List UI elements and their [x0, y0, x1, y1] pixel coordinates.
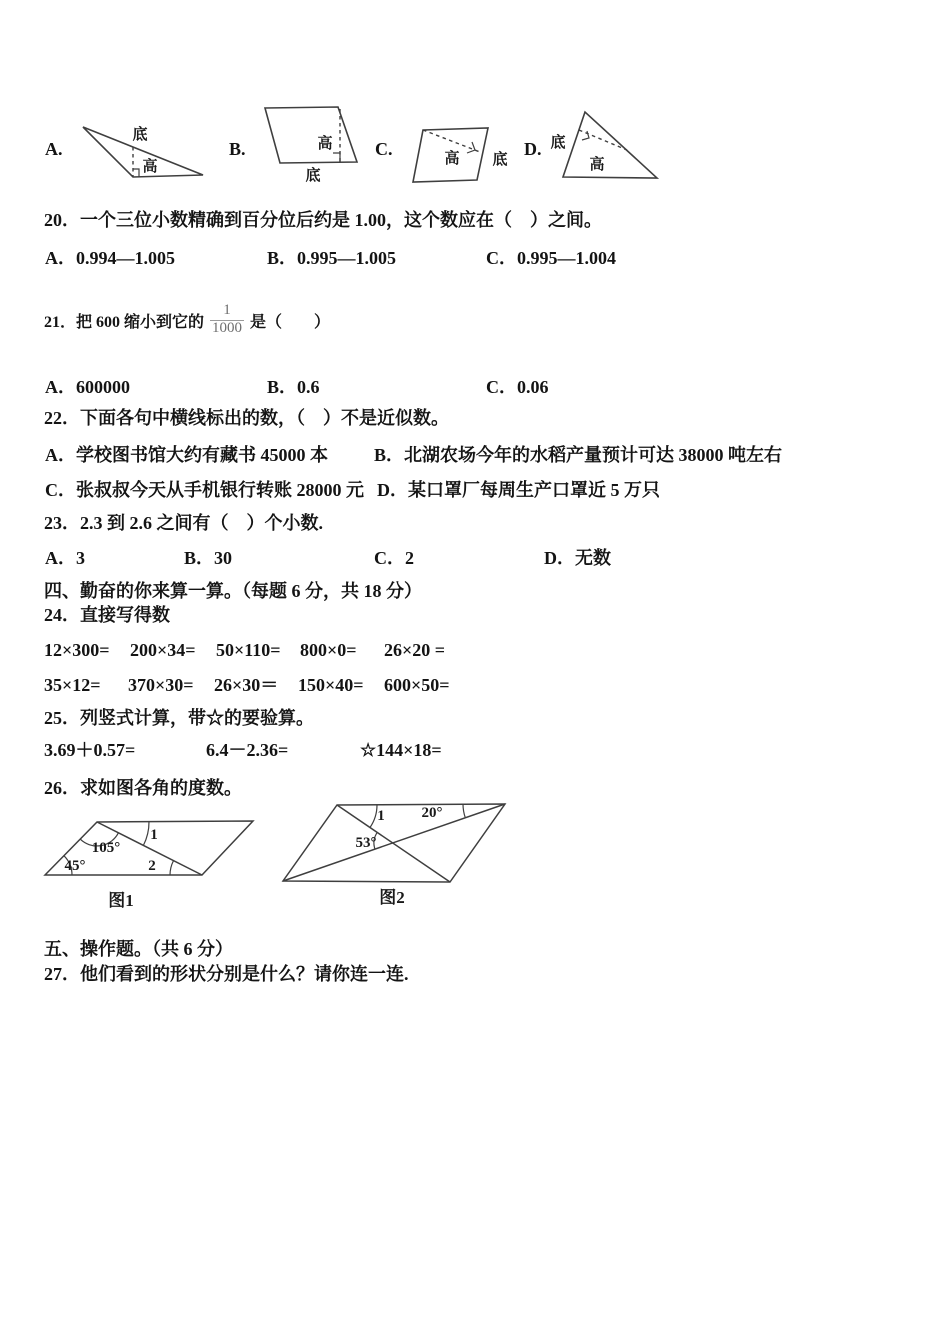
question-20-option-b: B．0.995—1.005: [267, 248, 397, 268]
calc-item: 35×12=: [44, 675, 101, 695]
figure-2-caption: 图2: [379, 888, 405, 907]
angle-figure-2: [272, 793, 522, 908]
question-21-option-b: B．0.6: [267, 377, 320, 397]
calc-item: 150×40=: [298, 675, 364, 695]
calc-item: 600×50=: [384, 675, 450, 695]
section-4-title: 四、勤奋的你来算一算。（每题 6 分，共 18 分）: [44, 581, 422, 601]
question-22-option-b: B．北湖农场今年的水稻产量预计可达 38000 吨左右: [374, 445, 783, 465]
base-label: 底: [492, 152, 508, 168]
base-label: 底: [132, 127, 148, 143]
figure-1-caption: 图1: [108, 891, 134, 910]
question-22-text: 22．下面各句中横线标出的数，（ ）不是近似数。: [44, 408, 449, 428]
height-label: 高: [142, 159, 158, 175]
question-23-text: 23．2.3 到 2.6 之间有（ ）个小数.: [44, 513, 323, 533]
height-label: 高: [589, 157, 605, 173]
angle-1-label: 1: [150, 827, 158, 843]
angle-figure-1: [28, 808, 273, 910]
question-23-option-b: B．30: [184, 548, 233, 568]
angle-53-label: 53°: [355, 835, 377, 851]
calc-item: 370×30=: [128, 675, 194, 695]
calc-item: 200×34=: [130, 640, 196, 660]
base-label: 底: [550, 135, 566, 151]
parallelogram-c-figure: [402, 114, 514, 192]
question-21-text: [44, 296, 330, 344]
angle-1-label: 1: [377, 808, 385, 824]
section-5-title: 五、操作题。（共 6 分）: [44, 939, 233, 959]
calc-item: 6.4－2.36=: [206, 740, 289, 760]
angle-20-label: 20°: [421, 805, 443, 821]
question-22-option-c: C．张叔叔今天从手机银行转账 28000 元: [45, 480, 364, 500]
angle-105-label: 105°: [91, 840, 121, 856]
calc-item: 800×0=: [300, 640, 357, 660]
parallelogram-b-figure: [256, 96, 368, 190]
height-label: 高: [444, 151, 460, 167]
calc-item: 26×20 =: [384, 640, 446, 660]
angle-45-label: 45°: [64, 858, 86, 874]
figure-option-d-label: D.: [524, 139, 542, 159]
question-20-option-c: C．0.995—1.004: [486, 248, 616, 268]
angle-2-label: 2: [148, 858, 156, 874]
calc-item: 3.69＋0.57=: [44, 740, 136, 760]
height-label: 高: [317, 136, 333, 152]
question-22-option-d: D．某口罩厂每周生产口罩近 5 万只: [377, 480, 660, 500]
fraction-numerator: 1: [210, 303, 244, 321]
question-20-text: 20．一个三位小数精确到百分位后约是 1.00，这个数应在（ ）之间。: [44, 210, 602, 230]
base-label: 底: [305, 168, 321, 184]
question-23-option-c: C．2: [374, 548, 414, 568]
fraction-1-1000: [210, 303, 244, 337]
question-21-prefix: 21．把 600 缩小到它的: [44, 313, 205, 331]
question-27-text: 27．他们看到的形状分别是什么？请你连一连.: [44, 964, 409, 984]
question-24-text: 24．直接写得数: [44, 605, 170, 625]
question-23-option-d: D．无数: [544, 548, 611, 568]
question-20-option-a: A．0.994—1.005: [45, 248, 175, 268]
figure-option-b-label: B.: [229, 139, 246, 159]
figure-option-c-label: C.: [375, 139, 393, 159]
question-21-option-c: C．0.06: [486, 377, 549, 397]
triangle-d-figure: [543, 97, 671, 189]
question-21-suffix: 是（ ）: [250, 313, 331, 331]
figure-option-a-label: A.: [45, 139, 63, 159]
triangle-a-figure: [76, 103, 208, 187]
fraction-denominator: 1000: [212, 320, 243, 336]
question-22-option-a: A．学校图书馆大约有藏书 45000 本: [45, 445, 328, 465]
question-21-option-a: A．600000: [45, 377, 130, 397]
question-26-text: 26．求如图各角的度数。: [44, 778, 242, 798]
calc-item: 12×300=: [44, 640, 110, 660]
question-23-option-a: A．3: [45, 548, 85, 568]
calc-item: ☆144×18=: [360, 740, 442, 760]
calc-item: 26×30＝: [214, 675, 279, 695]
question-25-text: 25．列竖式计算，带☆的要验算。: [44, 708, 314, 728]
calc-item: 50×110=: [216, 640, 281, 660]
